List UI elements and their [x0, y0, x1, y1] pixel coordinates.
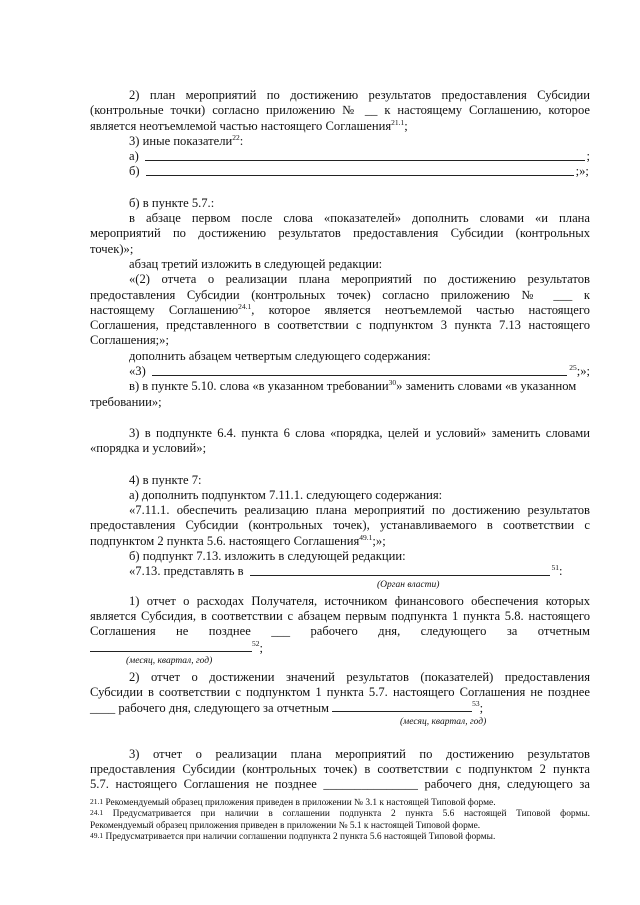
- text-line: в абзаце первом после слова «показателей» дополнить словами «и плана: [129, 211, 590, 226]
- blank-line-a: а) ;: [129, 149, 590, 164]
- text-line: 4) в пункте 7:: [129, 472, 202, 487]
- text-line: требовании»;: [90, 394, 162, 409]
- text-line: Соглашения;»;: [90, 333, 169, 348]
- text-line: в) в пункте 5.10. слова «в указанном требовании$^{30}$» заменить словами «в указанном: [129, 378, 577, 394]
- footnote: $^{24.1}$ Предусматривается при наличии в соглашении подпункта 2 пункта 5.6 настоящей Типовой формы.: [90, 808, 590, 820]
- text-line: подпунктом 2 пункта 5.6. настоящего Соглашения$^{49.1}$;»;: [90, 532, 386, 548]
- text-line: дополнить абзацем четвертым следующего содержания:: [129, 348, 431, 363]
- text-line: «порядка и условий»;: [90, 441, 207, 456]
- text-line: является неотъемлемой частью настоящего Соглашения$^{21.1}$;: [90, 117, 408, 133]
- text-line: 3) иные показатели$^{22}$:: [129, 132, 244, 148]
- footnote: $^{49.1}$ Предусматривается при наличии соглашении подпункта 2 пункта 5.6 настоящей Типовой формы.: [90, 830, 496, 842]
- text-line: (контрольные точки) согласно приложению № __ к настоящему Соглашению, которое: [90, 103, 590, 118]
- text-line: 5.7. настоящего Соглашения не позднее _______________ рабочего дня, следующего за: [90, 777, 590, 792]
- text-line: 3) отчет о реализации плана мероприятий по достижению результатов: [129, 746, 590, 761]
- text-line: а) дополнить подпунктом 7.11.1. следующего содержания:: [129, 487, 443, 502]
- text-line: «7.11.1. обеспечить реализацию плана мероприятий по достижению результатов: [129, 503, 590, 518]
- text-line: Субсидии в соответствии с подпунктом 1 пункта 5.7. настоящего Соглашения не позднее: [90, 685, 590, 700]
- text-line: предоставления Субсидии (контрольных точек) в соответствии с подпунктом 2 пункта: [90, 761, 590, 776]
- text-line: является Субсидия, в соответствии с абзацем первым подпункта 1 пункта 5.8. настоящего: [90, 608, 590, 623]
- caption-period: (месяц, квартал, год): [400, 716, 487, 727]
- blank-line-3: «3) $^{25}$ ;»;: [129, 363, 590, 379]
- text-line: предоставления Субсидии (контрольных точек) согласно приложению № ___ к: [90, 287, 590, 302]
- document-body: [90, 88, 590, 793]
- blank-period-line: $^{52}$;: [90, 640, 590, 656]
- footnote: $^{21.1}$ Рекомендуемый образец приложения приведен в приложении № 3.1 к настоящей Типовой форме.: [90, 797, 496, 808]
- text-line: Соглашения, представленного в соответствии с подпунктом 3 пункта 7.13 настоящего: [90, 318, 590, 333]
- text-line: Соглашения не позднее ___ рабочего дня, следующего за отчетным: [90, 624, 590, 639]
- text-line: мероприятий по достижению результатов предоставления Субсидии (контрольных: [90, 226, 590, 241]
- text-line: б) в пункте 5.7.:: [129, 195, 215, 210]
- text-line: предоставления Субсидии (контрольных точек), устанавливаемого в соответствии с: [90, 518, 590, 533]
- text-line: 1) отчет о расходах Получателя, источником финансового обеспечения которых: [129, 593, 590, 608]
- text-line: 2) отчет о достижении значений результатов (показателей) предоставления: [129, 669, 590, 684]
- text-line: точек)»;: [90, 241, 134, 256]
- organ-vlasti-line: «7.13. представлять в $^{51}$ :: [129, 563, 563, 579]
- caption-period: (месяц, квартал, год): [126, 655, 213, 666]
- text-line: ____ рабочего дня, следующего за отчетным $^{53}$;: [90, 699, 484, 716]
- text-line: 3) в подпункте 6.4. пункта 6 слова «порядка, целей и условий» заменить словами: [129, 425, 590, 440]
- text-line: «(2) отчета о реализации плана мероприятий по достижению результатов: [129, 272, 590, 287]
- text-line: настоящему Соглашению$^{24.1}$, которое является неотъемлемой частью настоящего: [90, 301, 590, 317]
- caption-organ: (Орган власти): [377, 579, 440, 590]
- text-line: абзац третий изложить в следующей редакции:: [129, 256, 383, 271]
- footnote: Рекомендуемый образец приложения приведен в приложении № 5.1 к настоящей Типовой форме.: [90, 820, 481, 831]
- footnotes: [90, 798, 590, 843]
- text-line: 2) план мероприятий по достижению результатов предоставления Субсидии: [129, 88, 590, 102]
- text-line: б) подпункт 7.13. изложить в следующей редакции:: [129, 549, 406, 564]
- blank-line-b: б) ;»;: [129, 164, 589, 179]
